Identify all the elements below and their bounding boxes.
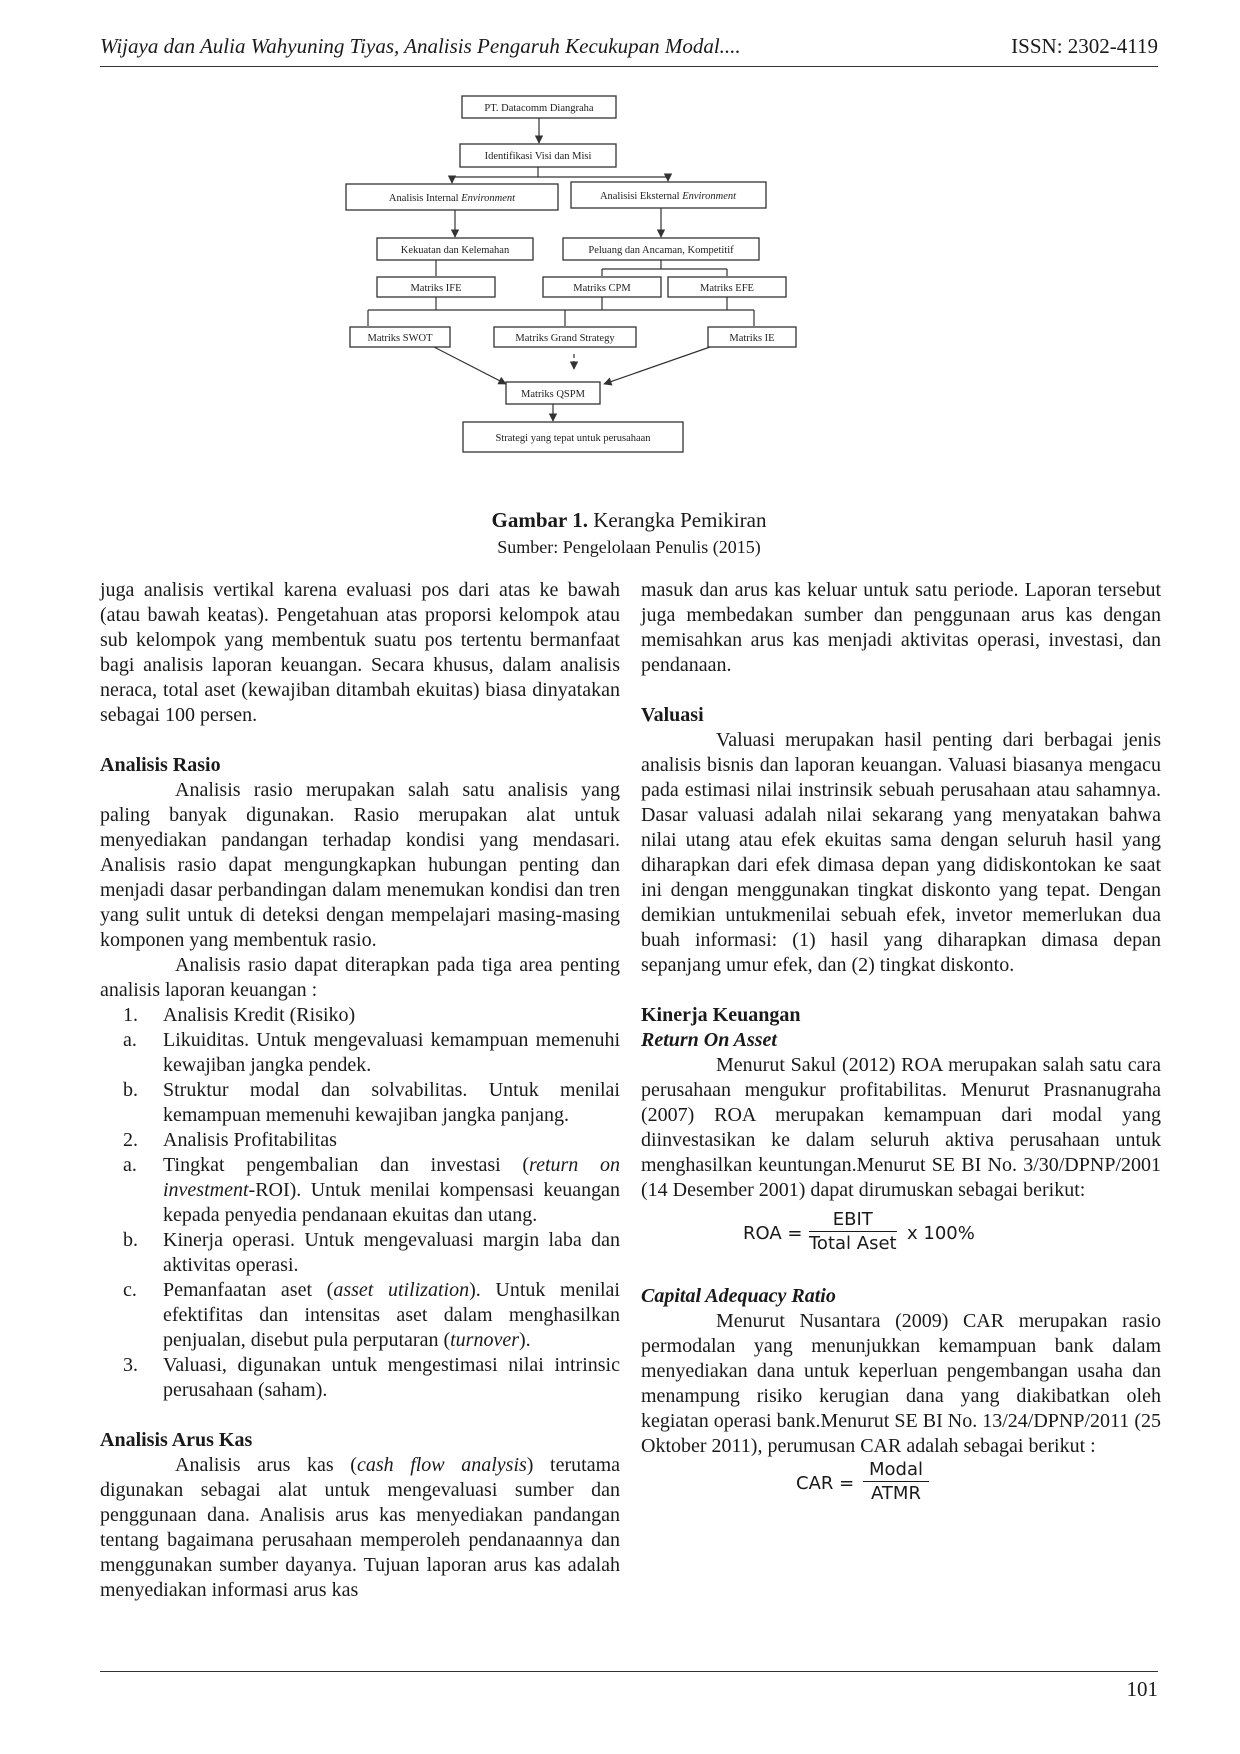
node-matriks-efe — [668, 277, 786, 297]
roa-denominator: Total Aset — [809, 1233, 897, 1254]
svg-text:Strategi yang tepat untuk peru: Strategi yang tepat untuk perusahaan — [495, 433, 651, 444]
paragraph-intro-right: masuk dan arus kas keluar untuk satu periode. Laporan tersebut juga membedakan sumber dan penggunaan arus kas dengan memisahkan arus kas menjadi aktivitas operasi, investasi, dan pendanaan. — [641, 579, 1161, 676]
svg-text:Matriks IE: Matriks IE — [729, 333, 775, 344]
node-peluang-ancaman — [563, 238, 759, 260]
list-item: 2. Analisis Profitabilitas — [123, 1129, 337, 1151]
list-item: a. Tingkat pengembalian dan investasi (return on investment-ROI). Untuk menilai kompensasi keuangan kepada penyedia pendanaan ekuitas dan utang. — [123, 1154, 620, 1226]
node-strategi-tepat — [463, 422, 683, 452]
node-matriks-swot — [350, 327, 450, 347]
node-matriks-grand-strategy — [494, 327, 636, 347]
node-identifikasi-visi-misi — [460, 144, 616, 167]
list-item: 3. Valuasi, digunakan untuk mengestimasi nilai intrinsic perusahaan (saham). — [123, 1354, 620, 1401]
svg-text:Matriks EFE: Matriks EFE — [700, 283, 754, 294]
svg-text:Kekuatan dan Kelemahan: Kekuatan dan Kelemahan — [400, 245, 510, 256]
heading-kinerja-keuangan: Kinerja Keuangan — [641, 1004, 801, 1026]
paragraph-intro-left: juga analisis vertikal karena evaluasi pos dari atas ke bawah (atau bawah keatas). Pengetahuan atas proporsi kelompok atau sub kelompok yang membentuk suatu pos tertentu bermanfaat bagi analisis laporan keuangan. Secara khusus, dalam analisis neraca, total aset (kewajiban ditambah ekuitas) biasa dinyatakan sebagai 100 persen. — [100, 579, 620, 726]
paragraph-rasio-2: Analisis rasio dapat diterapkan pada tiga area penting analisis laporan keuangan : — [100, 954, 620, 1001]
right-column — [641, 578, 1161, 1509]
paragraph-rasio-1: Analisis rasio merupakan salah satu analisis yang paling banyak digunakan. Rasio merupakan alat untuk menyediakan pandangan terhadap kondisi yang mendasari. Analisis rasio dapat mengungkapkan hubungan penting dan menjadi dasar perbandingan dalam menemukan kondisi dan tren yang sulit untuk di deteksi dengan mempelajari masing-masing komponen yang membentuk rasio. — [100, 779, 620, 951]
ratio-area-list — [100, 1003, 620, 1403]
car-formula — [641, 1459, 1161, 1509]
node-matriks-cpm — [543, 277, 661, 297]
list-item: c. Pemanfaatan aset (asset utilization). Untuk menilai efektifitas dan intensitas aset dalam menghasilkan penjualan, disebut pula perputaran (turnover). — [123, 1279, 620, 1351]
paragraph-car: Menurut Nusantara (2009) CAR merupakan rasio permodalan yang menunjukkan kemampuan bank dalam menyediakan dana untuk keperluan pengembangan usaha dan menampung risiko kerugian dana yang diakibatkan oleh kegiatan operasi bank.Menurut SE BI No. 13/24/DPNP/2011 (25 Oktober 2011), perumusan CAR adalah sebagai berikut : — [641, 1310, 1161, 1457]
list-item: a. Likuiditas. Untuk mengevaluasi kemampuan memenuhi kewajiban jangka pendek. — [123, 1029, 620, 1076]
heading-analisis-rasio: Analisis Rasio — [100, 754, 221, 776]
list-item: b. Struktur modal dan solvabilitas. Untuk menilai kemampuan memenuhi kewajiban jangka panjang. — [123, 1079, 620, 1126]
figure-source: Sumber: Pengelolaan Penulis (2015) — [497, 537, 761, 557]
roa-formula-lhs: ROA = — [743, 1223, 803, 1244]
node-matriks-qspm — [506, 382, 600, 404]
roa-fraction — [809, 1209, 897, 1256]
running-header — [100, 30, 1158, 67]
node-analisis-eksternal — [571, 182, 766, 208]
roa-formula-multiplier: x 100% — [907, 1223, 975, 1244]
svg-text:Matriks Grand Strategy: Matriks Grand Strategy — [515, 333, 615, 344]
car-fraction — [863, 1459, 929, 1506]
node-kekuatan-kelemahan — [377, 238, 533, 260]
svg-text:Analisis Internal Environment: Analisis Internal Environment — [388, 193, 516, 204]
svg-text:Matriks SWOT: Matriks SWOT — [367, 333, 433, 344]
svg-text:Matriks QSPM: Matriks QSPM — [521, 389, 585, 400]
svg-text:Analisisi Eksternal Environmen: Analisisi Eksternal Environment — [599, 191, 737, 202]
page-number: 101 — [1126, 1677, 1158, 1701]
figure-label: Gambar 1. — [491, 508, 588, 532]
node-matriks-ie — [708, 327, 796, 347]
paragraph-arus-kas: Analisis arus kas (cash flow analysis) terutama digunakan sebagai alat untuk mengevaluasi sumber dan penggunaan dana. Analisis arus kas menyediakan pandangan tentang bagaimana perusahaan memperoleh pendanaannya dan menggunakan sumber dayanya. Tujuan laporan arus kas adalah menyediakan informasi arus kas — [100, 1454, 621, 1601]
list-item: 1. Analisis Kredit (Risiko) — [123, 1004, 356, 1026]
car-numerator: Modal — [863, 1459, 929, 1482]
paragraph-roa: Menurut Sakul (2012) ROA merupakan salah satu cara perusahaan mengukur profitabilitas. Menurut Prasnanugraha (2007) ROA merupakan kemampuan dari modal yang diinvestasikan ke dalam seluruh aktiva perusahaan untuk menghasilkan keuntungan.Menurut SE BI No. 3/30/DPNP/2001 (14 Desember 2001) dapat dirumuskan sebagai berikut: — [641, 1054, 1161, 1201]
node-analisis-internal — [346, 184, 558, 210]
svg-text:Peluang dan Ancaman, Kompetiti: Peluang dan Ancaman, Kompetitif — [588, 245, 734, 256]
footer-rule — [100, 1671, 1158, 1672]
heading-capital-adequacy-ratio: Capital Adequacy Ratio — [641, 1285, 836, 1307]
framework-flowchart — [367, 92, 886, 492]
svg-text:PT. Datacomm Diangraha: PT. Datacomm Diangraha — [484, 103, 594, 114]
heading-valuasi: Valuasi — [641, 704, 704, 726]
heading-return-on-asset: Return On Asset — [641, 1029, 777, 1051]
svg-text:Matriks CPM: Matriks CPM — [573, 283, 631, 294]
svg-text:Matriks IFE: Matriks IFE — [410, 283, 462, 294]
left-column — [100, 578, 620, 1603]
svg-text:Identifikasi Visi dan Misi: Identifikasi Visi dan Misi — [484, 151, 592, 162]
car-formula-lhs: CAR = — [796, 1473, 855, 1494]
roa-numerator: EBIT — [809, 1209, 897, 1232]
paragraph-valuasi: Valuasi merupakan hasil penting dari berbagai jenis analisis bisnis dan laporan keuangan. Valuasi biasanya mengacu pada estimasi nilai instrinsik sebuah perusahaan atau sahamnya. Dasar valuasi adalah nilai sekarang yang menyatakan bahwa nilai utang atau efek ekuitas sama dengan seluruh hasil yang diharapkan dari efek dimasa depan yang didiskontokan ke saat ini dengan menggunakan tingkat diskonto yang tepat. Dengan demikian untukmenilai sebuah efek, invetor memerlukan dua buah informasi: (1) hasil yang diharapkan dimasa depan sepanjang umur efek, dan (2) tingkat diskonto. — [641, 729, 1161, 976]
figure-title: Kerangka Pemikiran — [588, 508, 767, 532]
heading-analisis-arus-kas: Analisis Arus Kas — [100, 1429, 253, 1451]
car-denominator: ATMR — [871, 1483, 921, 1504]
figure-caption — [100, 508, 1158, 533]
header-authors-title: Wijaya dan Aulia Wahyuning Tiyas, Analisis Pengaruh Kecukupan Modal.... — [100, 34, 741, 58]
header-issn: ISSN: 2302-4119 — [1011, 34, 1158, 58]
roa-formula — [641, 1209, 1161, 1259]
node-matriks-ife — [377, 277, 495, 297]
list-item: b. Kinerja operasi. Untuk mengevaluasi margin laba dan aktivitas operasi. — [123, 1229, 620, 1276]
node-pt-datacomm — [462, 96, 616, 118]
